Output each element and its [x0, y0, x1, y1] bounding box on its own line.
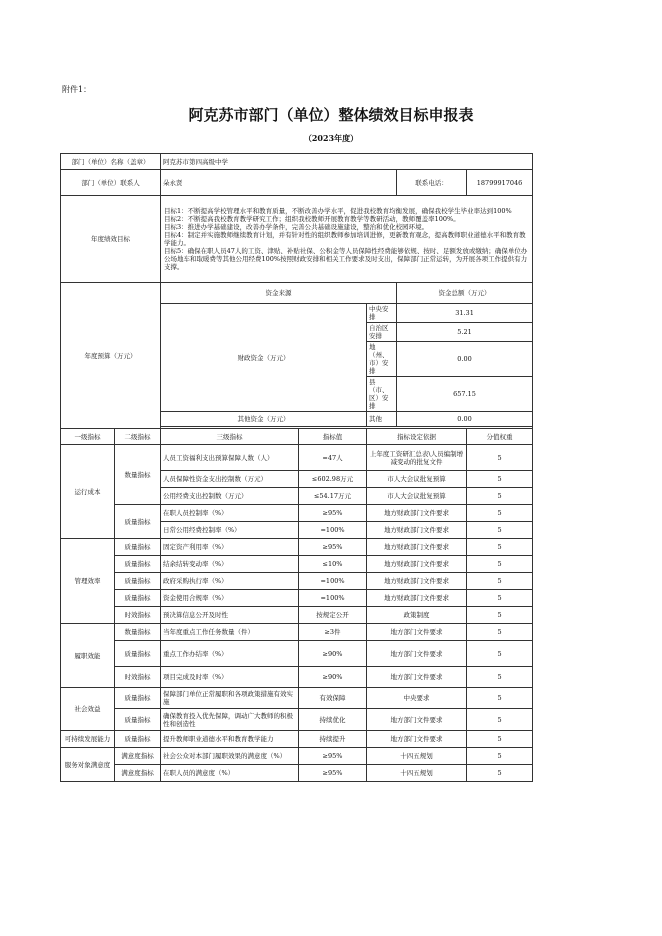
indicator-weight: 5	[467, 471, 533, 488]
indicator-value: ≤54.17万元	[299, 488, 367, 505]
fund-row-value: 5.21	[397, 323, 533, 342]
indicator-value: ≥90%	[299, 667, 367, 688]
level3-indicator: 日常公用经费控制率（%）	[161, 522, 299, 539]
indicator-row	[61, 573, 533, 590]
indicator-basis: 市人大会议批复预算	[367, 471, 467, 488]
indicator-row	[61, 709, 533, 731]
fund-row-value: 0.00	[397, 342, 533, 377]
indicator-value: ≥90%	[299, 641, 367, 667]
indicator-basis: 地方部门文件要求	[367, 731, 467, 748]
indicator-value: ≥95%	[299, 505, 367, 522]
indicator-value: =47人	[299, 445, 367, 471]
other-fund-label: 其他资金（万元）	[161, 412, 367, 427]
indicator-weight: 5	[467, 556, 533, 573]
level3-indicator: 保障部门单位正常履职和各项政策措施有效实施	[161, 688, 299, 709]
indicator-row	[61, 505, 533, 522]
indicator-row	[61, 556, 533, 573]
level2-indicator: 质量指标	[115, 539, 161, 556]
indicator-row	[61, 624, 533, 641]
indicator-value: ≥95%	[299, 748, 367, 765]
level3-indicator: 结余结转变动率（%）	[161, 556, 299, 573]
dept-name-label: 部门（单位）名称（盖章）	[61, 154, 161, 170]
page-title: 阿克苏市部门（单位）整体绩效目标申报表	[188, 106, 474, 124]
indicator-weight: 5	[467, 573, 533, 590]
level2-indicator: 质量指标	[115, 505, 161, 539]
goal-item: 目标2：不断提高我校教育教学研究工作；组织我校教师开展教育教学等教研活动，教师覆盖率100%。	[164, 215, 460, 223]
indicator-basis: 地方部门文件要求	[367, 641, 467, 667]
level1-indicator: 服务对象满意度	[61, 748, 115, 782]
indicator-row	[61, 539, 533, 556]
indicator-weight: 5	[467, 590, 533, 607]
fund-row-name: 县（市、区）安排	[367, 377, 397, 412]
level3-indicator: 重点工作办结率（%）	[161, 641, 299, 667]
indicator-value: =100%	[299, 522, 367, 539]
goal-item: 目标4：制定并实施教师继续教育计划，并有针对性的组织教师参加培训进修，更新教育观念，提高教师职业道德水平和教育教学能力。	[164, 231, 526, 247]
level2-indicator: 质量指标	[115, 731, 161, 748]
indicator-value: ≥95%	[299, 539, 367, 556]
indicator-value: ≥95%	[299, 765, 367, 782]
level3-indicator: 提升教师职业道德水平和教育教学能力	[161, 731, 299, 748]
indicator-basis: 市人大会议批复预算	[367, 488, 467, 505]
level3-indicator: 社会公众对本部门履职效果的满意度（%）	[161, 748, 299, 765]
level2-indicator: 满意度指标	[115, 765, 161, 782]
level1-indicator: 管理效率	[61, 539, 115, 624]
level3-indicator: 预决算信息公开及时性	[161, 607, 299, 624]
indicator-weight: 5	[467, 488, 533, 505]
indicator-basis: 地方财政部门文件要求	[367, 539, 467, 556]
indicator-value: 持续优化	[299, 709, 367, 731]
fund-row-name: 自治区安排	[367, 323, 397, 342]
indicator-weight: 5	[467, 505, 533, 522]
indicator-row	[61, 667, 533, 688]
phone-value: 18799917046	[467, 170, 533, 196]
indicator-value: ≥3件	[299, 624, 367, 641]
level2-indicator: 质量指标	[115, 556, 161, 573]
indicator-weight: 5	[467, 607, 533, 624]
level3-indicator: 公用经费支出控制数（万元）	[161, 488, 299, 505]
level1-indicator: 运行成本	[61, 445, 115, 539]
indicator-weight: 5	[467, 765, 533, 782]
level2-indicator: 质量指标	[115, 688, 161, 709]
level3-indicator: 当年度重点工作任务数量（件）	[161, 624, 299, 641]
level3-indicator: 人员保障性资金支出控制数（万元）	[161, 471, 299, 488]
level2-indicator: 质量指标	[115, 590, 161, 607]
level2-indicator: 质量指标	[115, 709, 161, 731]
indicator-value: 按规定公开	[299, 607, 367, 624]
level2-indicator: 满意度指标	[115, 748, 161, 765]
goal-item: 目标1：不断提高学校管理水平和教育质量，不断改善办学水平，促进我校教育均衡发展，确保我校学生毕业率达到100%	[164, 207, 512, 215]
col-header-value: 指标值	[299, 429, 367, 445]
indicator-row	[61, 445, 533, 471]
indicator-basis: 地方部门文件要求	[367, 709, 467, 731]
level1-indicator: 社会效益	[61, 688, 115, 731]
level1-indicator: 可持续发展能力	[61, 731, 115, 748]
goal-item: 目标3：推进办学基础建设，改善办学条件，完善公共基础设施建设，整治和优化校园环境。	[164, 223, 429, 231]
level2-indicator: 质量指标	[115, 573, 161, 590]
level2-indicator: 数量指标	[115, 445, 161, 505]
indicator-row	[61, 748, 533, 765]
dept-name-value: 阿克苏市第四高级中学	[161, 154, 533, 170]
col-header-level1: 一级指标	[61, 429, 115, 445]
col-header-weight: 分值权重	[467, 429, 533, 445]
indicator-basis: 政策制度	[367, 607, 467, 624]
fund-row-value: 31.31	[397, 304, 533, 323]
contact-label: 部门（单位）联系人	[61, 170, 161, 196]
fund-row-name: 地（州、市）安排	[367, 342, 397, 377]
indicator-weight: 5	[467, 731, 533, 748]
indicator-weight: 5	[467, 688, 533, 709]
level3-indicator: 在职人员的满意度（%）	[161, 765, 299, 782]
goals-label: 年度绩效目标	[61, 196, 161, 283]
contact-value: 朵永贤	[161, 170, 397, 196]
indicator-weight: 5	[467, 641, 533, 667]
level3-indicator: 固定资产利用率（%）	[161, 539, 299, 556]
level2-indicator: 时效指标	[115, 667, 161, 688]
indicator-weight: 5	[467, 748, 533, 765]
indicator-value: =100%	[299, 590, 367, 607]
col-header-level2: 二级指标	[115, 429, 161, 445]
indicator-row	[61, 688, 533, 709]
indicator-weight: 5	[467, 624, 533, 641]
goals-text	[161, 196, 533, 283]
budget-label: 年度预算（万元）	[61, 283, 161, 429]
level3-indicator: 人员工资福利支出预算保障人数（人）	[161, 445, 299, 471]
year-label: （2023年度）	[303, 133, 359, 143]
indicator-weight: 5	[467, 522, 533, 539]
level3-indicator: 政府采购执行率（%）	[161, 573, 299, 590]
indicator-basis: 地方财政部门文件要求	[367, 505, 467, 522]
indicator-row	[61, 607, 533, 624]
indicator-value: 持续提升	[299, 731, 367, 748]
indicator-value: ≤10%	[299, 556, 367, 573]
goal-item: 目标5：确保在职人员47人的工资、津贴、补贴社保、公积金等人员保障性经费能够依规、按时、足额发放或缴纳；确保单位办公场地车和取暖费等其他公用经费100%按照财政安排和相关工作要求及时支出，保障部门正常运转，为开展各项工作提供有力支撑。	[164, 247, 528, 271]
fiscal-fund-label: 财政资金（万元）	[161, 304, 367, 412]
level3-indicator: 确保教育投入优先保障，调动广大教师的积极性和创造性	[161, 709, 299, 731]
indicator-basis: 地方部门文件要求	[367, 667, 467, 688]
level2-indicator: 时效指标	[115, 607, 161, 624]
indicator-value: =100%	[299, 573, 367, 590]
attachment-label: 附件1：	[62, 85, 92, 94]
indicator-value: 有效保障	[299, 688, 367, 709]
fund-source-header: 资金来源	[161, 283, 397, 304]
indicator-weight: 5	[467, 709, 533, 731]
indicator-weight: 5	[467, 445, 533, 471]
performance-table	[60, 153, 533, 782]
indicator-basis: 中央要求	[367, 688, 467, 709]
indicator-basis: 地方财政部门文件要求	[367, 556, 467, 573]
indicator-value: ≤602.98万元	[299, 471, 367, 488]
level3-indicator: 在职人员控制率（%）	[161, 505, 299, 522]
other-fund-value: 0.00	[397, 412, 533, 427]
fund-row-name: 中央安排	[367, 304, 397, 323]
indicator-basis: 地方财政部门文件要求	[367, 522, 467, 539]
indicator-row	[61, 731, 533, 748]
col-header-basis: 指标设定依据	[367, 429, 467, 445]
indicator-row	[61, 590, 533, 607]
fund-total-header: 资金总额（万元）	[397, 283, 533, 304]
indicator-basis: 十四五规划	[367, 748, 467, 765]
indicator-weight: 5	[467, 539, 533, 556]
indicator-basis: 十四五规划	[367, 765, 467, 782]
phone-label: 联系电话：	[397, 170, 467, 196]
indicator-row	[61, 641, 533, 667]
indicator-row	[61, 765, 533, 782]
level2-indicator: 质量指标	[115, 641, 161, 667]
level3-indicator: 项目完成及时率（%）	[161, 667, 299, 688]
level1-indicator: 履职效能	[61, 624, 115, 688]
indicator-basis: 地方财政部门文件要求	[367, 573, 467, 590]
indicator-basis: 地方财政部门文件要求	[367, 590, 467, 607]
fund-row-value: 657.15	[397, 377, 533, 412]
indicator-basis: 上年度工资研汇总表\人员编制增减变动的批复文件	[367, 445, 467, 471]
indicator-weight: 5	[467, 667, 533, 688]
indicator-basis: 地方部门文件要求	[367, 624, 467, 641]
level3-indicator: 资金使用合规率（%）	[161, 590, 299, 607]
col-header-level3: 三级指标	[161, 429, 299, 445]
level2-indicator: 数量指标	[115, 624, 161, 641]
other-fund-name: 其他	[367, 412, 397, 427]
